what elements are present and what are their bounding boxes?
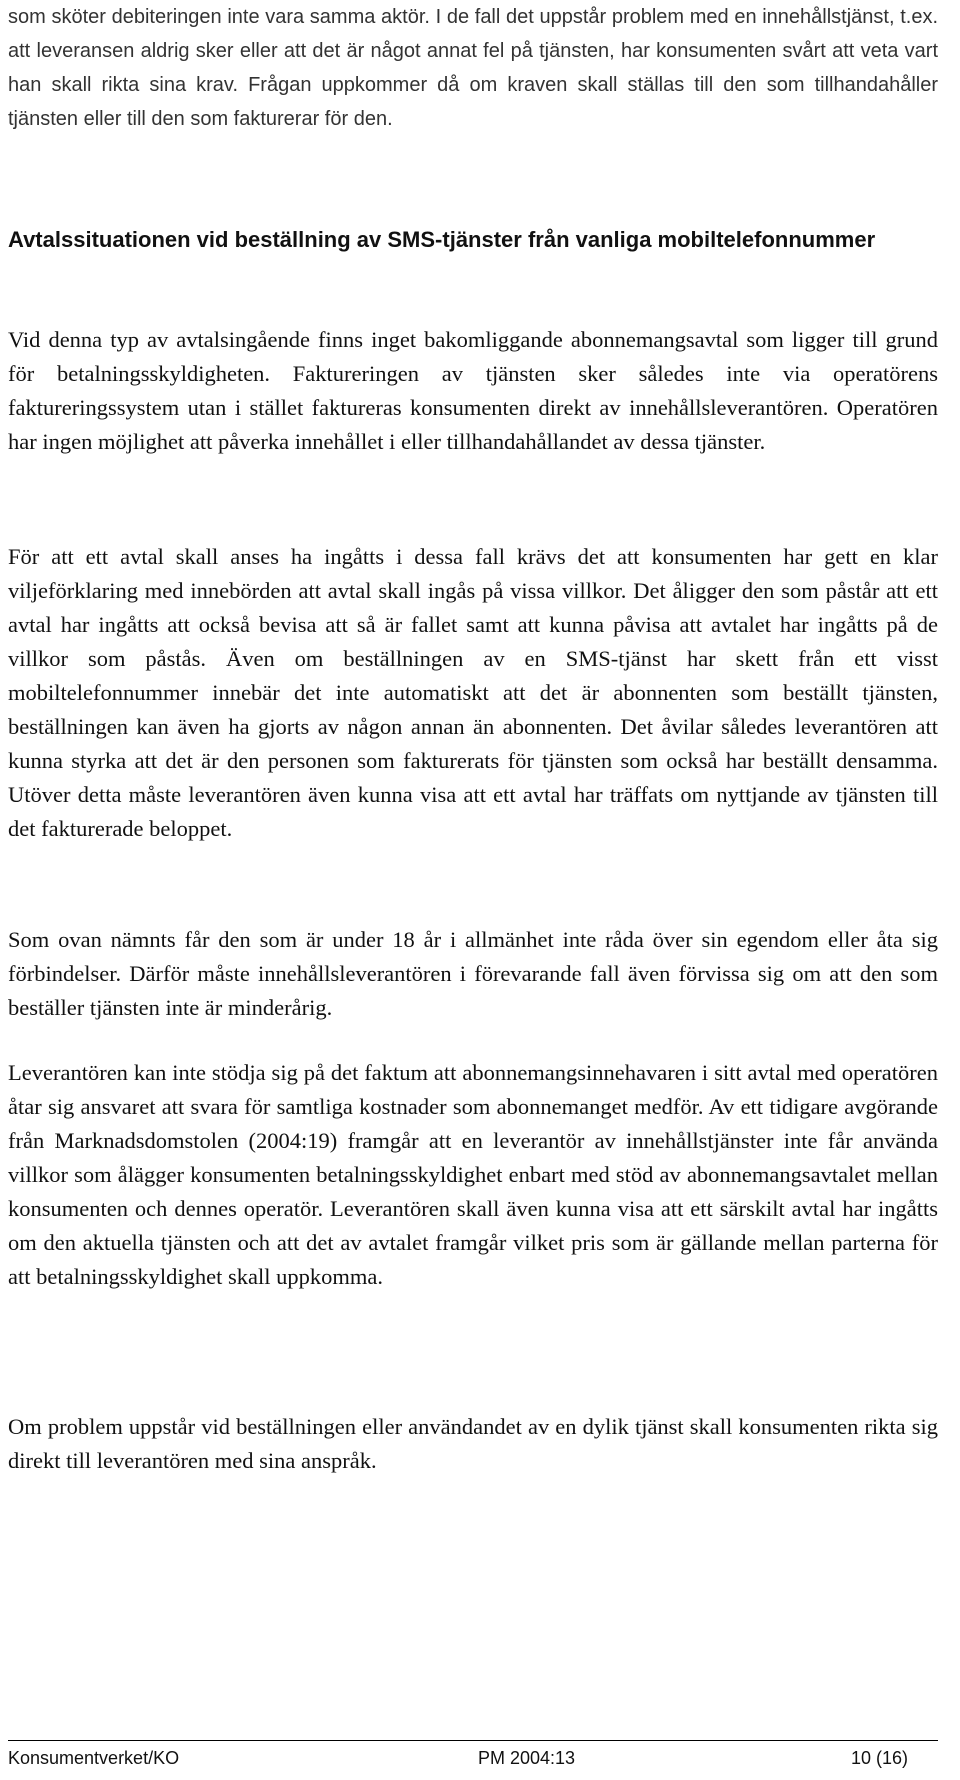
intro-paragraph: som sköter debiteringen inte vara samma aktör. I de fall det uppstår problem med en innehållstjänst, t.ex. att leveransen aldrig sker eller att det är något annat fel på tjänsten, har konsumenten svårt att veta vart han skall rikta sina krav. Frågan uppkommer då om kraven skall ställas till den som tillhandahåller tjänsten eller till den som fakturerar för den. [8,6,938,130]
footer-organization: Konsumentverket/KO [8,1748,180,1768]
footer-document-id: PM 2004:13 [478,1748,576,1768]
body-paragraph-2: För att ett avtal skall anses ha ingåtts i dessa fall krävs det att konsumenten har gett en klar viljeförklaring med innebörden att avtal skall ingås på vissa villkor. Det åligger den som påstår att ett avtal har ingåtts att också bevisa att så är fallet samt att kunna påvisa att avtalet har ingåtts på de villkor som påstås. Även om beställningen av en SMS-tjänst har skett från ett visst mobiltelefonnummer innebär det inte automatiskt att det är abonnenten som beställt tjänsten, beställningen kan även ha gjorts av någon annan än abonnenten. Det åvilar således leverantören att kunna styrka att det är den personen som fakturerats för tjänsten som också har beställt densamma. Utöver detta måste leverantören även kunna visa att ett avtal har träffats om nyttjande av tjänsten till det fakturerade beloppet. [8,544,938,841]
section-heading: Avtalssituationen vid beställning av SMS-tjänster från vanliga mobiltelefonnummer [8,227,876,252]
page-footer [8,1740,938,1771]
body-paragraph-3: Som ovan nämnts får den som är under 18 år i allmänhet inte råda över sin egendom eller åta sig förbindelser. Därför måste innehållsleverantören i förevarande fall även förvissa sig om att den som beställer tjänsten inte är minderårig. [8,927,938,1020]
body-paragraph-5: Om problem uppstår vid beställningen eller användandet av en dylik tjänst skall konsumenten rikta sig direkt till leverantören med sina anspråk. [8,1414,938,1473]
body-paragraph-4: Leverantören kan inte stödja sig på det faktum att abonnemangsinnehavaren i sitt avtal med operatören åtar sig ansvaret att svara för samtliga kostnader som abonnemanget medför. Av ett tidigare avgörande från Marknadsdomstolen (2004:19) framgår att en leverantör av innehållstjänster inte får använda villkor som ålägger konsumenten betalningsskyldighet enbart med stöd av abonnemangsavtalet mellan konsumenten och dennes operatör. Leverantören skall även kunna visa att ett särskilt avtal har ingåtts om den aktuella tjänsten och att det av avtalet framgår vilket pris som är gällande mellan parterna för att betalningsskyldighet skall uppkomma. [8,1060,938,1289]
body-paragraph-1: Vid denna typ av avtalsingående finns inget bakomliggande abonnemangsavtal som ligger till grund för betalningsskyldigheten. Faktureringen av tjänsten sker således inte via operatörens faktureringssystem utan i stället faktureras konsumenten direkt av innehållsleverantören. Operatören har ingen möjlighet att påverka innehållet i eller tillhandahållandet av dessa tjänster. [8,327,938,454]
footer-page-number: 10 (16) [850,1748,908,1768]
